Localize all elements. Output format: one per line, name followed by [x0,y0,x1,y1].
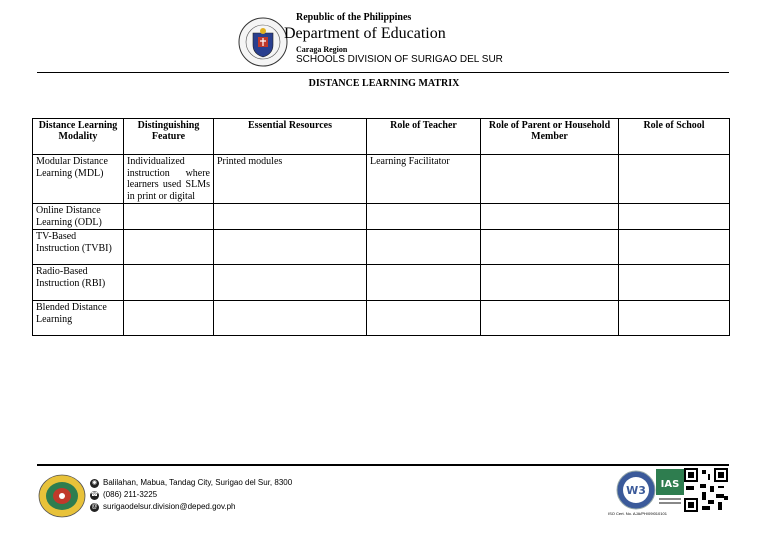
table-cell [481,155,619,204]
table-cell [214,301,367,336]
phone-row [90,489,292,501]
table-cell: TV-Based Instruction (TVBI) [33,230,124,265]
column-header: Role of Parent or Household Member [481,119,619,155]
iso-certificate-number: ISO Cert. No. AJA/PH/09I010101 [608,511,667,516]
table-cell: Printed modules [214,155,367,204]
table-cell [124,265,214,301]
table-cell [124,301,214,336]
table-row [33,265,730,301]
table-header-row [33,119,730,155]
certification-badge-icon [616,470,656,510]
column-header: Role of School [619,119,730,155]
table-cell [214,230,367,265]
table-cell [367,301,481,336]
table-row [33,301,730,336]
table-cell: Learning Facilitator [367,155,481,204]
address-text: Balilahan, Mabua, Tandag City, Surigao del Sur, 8300 [103,478,293,487]
cert-badge-text: W3 [626,484,646,497]
table-cell [214,265,367,301]
table-cell [619,155,730,204]
phone-icon: ☎ [90,491,99,498]
table-cell: Blended Distance Learning [33,301,124,336]
distance-learning-matrix-table [32,118,730,336]
table-cell [481,301,619,336]
email-row [90,501,292,513]
contact-block [90,477,292,513]
table-row [33,155,730,204]
division-label: SCHOOLS DIVISION OF SURIGAO DEL SUR [296,54,503,65]
email-icon: @ [91,503,98,510]
table-cell [367,230,481,265]
table-row [33,230,730,265]
table-cell [619,230,730,265]
ias-accreditation-icon [656,469,684,509]
table-cell [481,265,619,301]
table-cell [367,204,481,230]
column-header: Distinguishing Feature [124,119,214,155]
table-cell: Online Distance Learning (ODL) [33,204,124,230]
letterhead [0,0,768,72]
table-cell [481,230,619,265]
table-row [33,204,730,230]
email-text[interactable]: surigaodelsur.division@deped.gov.ph [103,502,236,511]
table-cell [619,265,730,301]
qr-code-icon [684,468,728,512]
division-seal-icon [37,473,87,519]
deped-seal-icon [238,17,288,67]
table-cell: Radio-Based Instruction (RBI) [33,265,124,301]
table-cell [214,204,367,230]
table-cell [124,204,214,230]
address-row [90,477,292,489]
table-cell: Modular Distance Learning (MDL) [33,155,124,204]
column-header: Distance Learning Modality [33,119,124,155]
table-cell [619,301,730,336]
table-cell: Individualized instruction where learners used SLMs in print or digital [124,155,214,204]
column-header: Essential Resources [214,119,367,155]
location-pin-icon: ◉ [91,479,98,486]
table-cell [481,204,619,230]
column-header: Role of Teacher [367,119,481,155]
footer-divider [37,464,729,466]
phone-text: (086) 211-3225 [103,490,158,499]
region-label: Caraga Region [296,45,348,54]
document-title: DISTANCE LEARNING MATRIX [308,78,460,89]
ias-badge-text: IAS [660,479,680,490]
republic-label: Republic of the Philippines [296,12,412,23]
table-cell [619,204,730,230]
table-cell [124,230,214,265]
table-cell [367,265,481,301]
header-divider [37,72,729,73]
department-name: Department of Education [284,25,446,42]
